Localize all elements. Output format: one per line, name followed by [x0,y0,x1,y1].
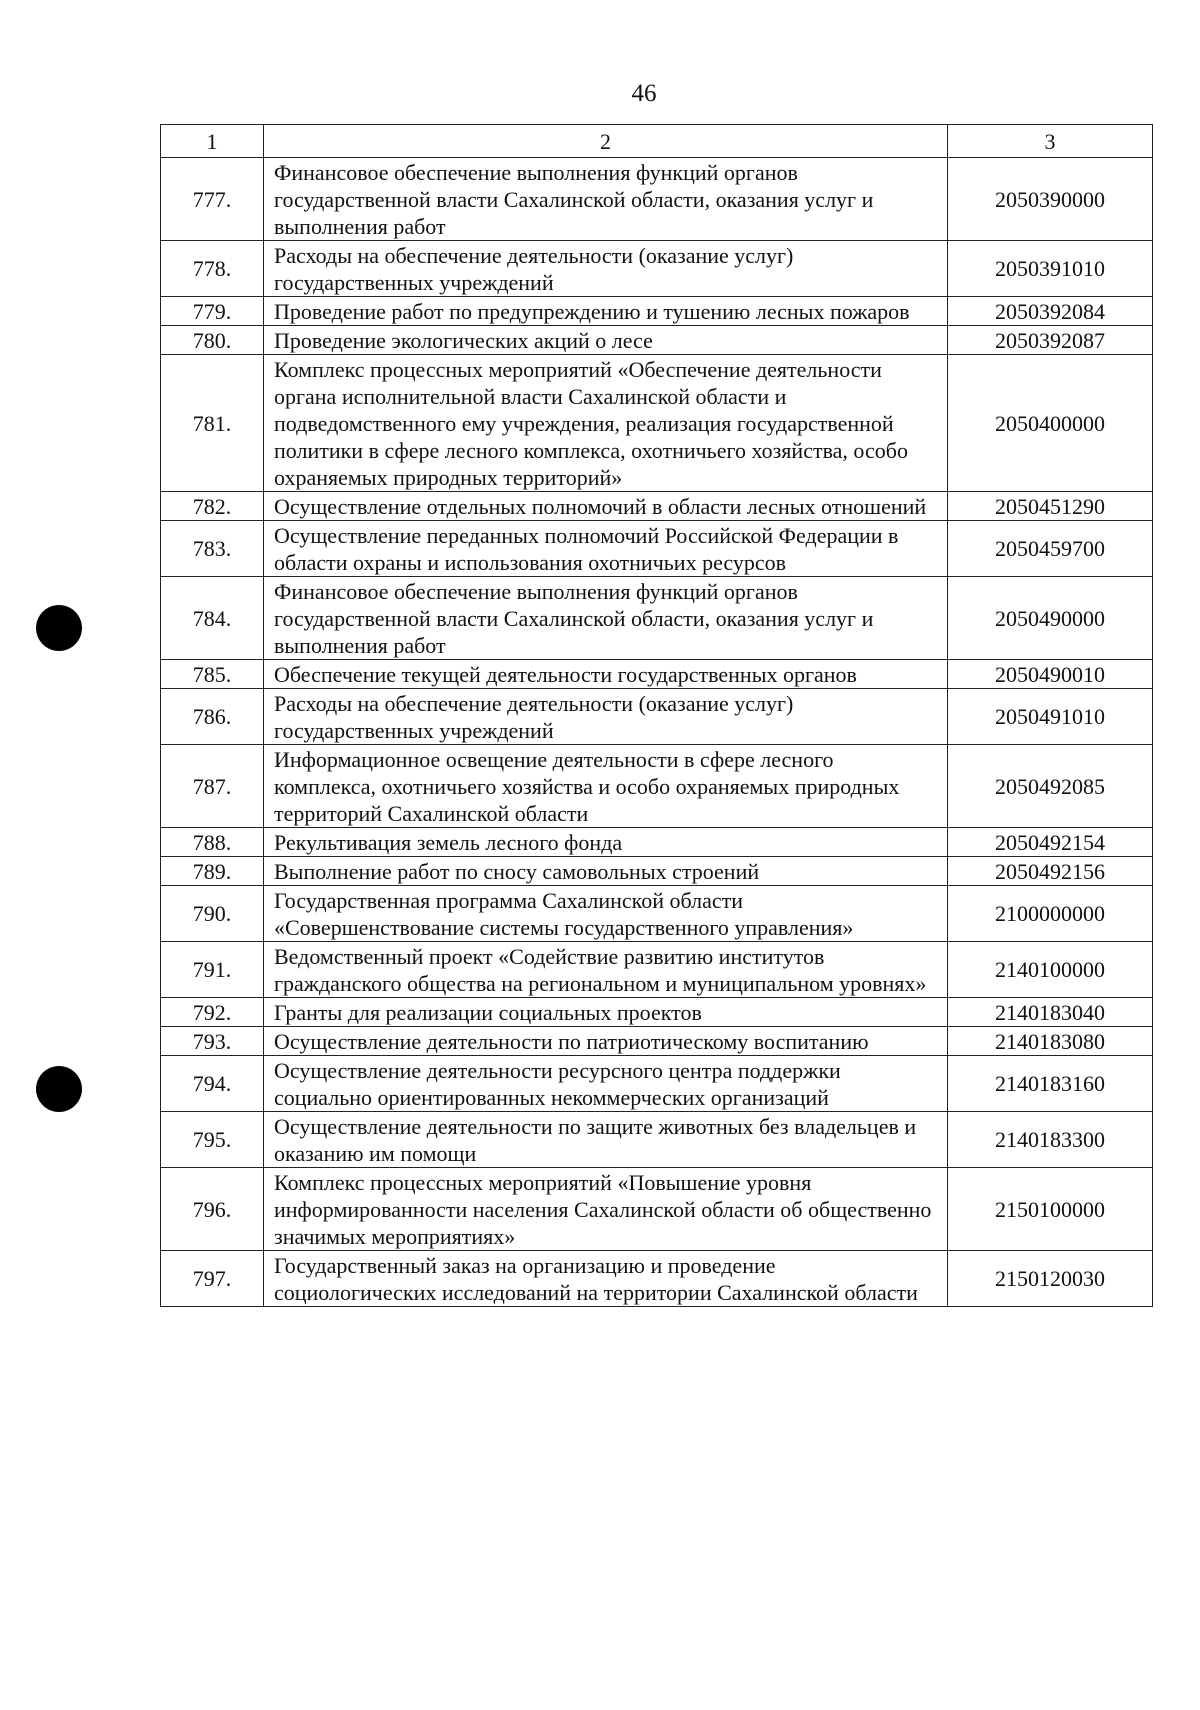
row-code: 2050490010 [948,660,1153,689]
table-row [161,1056,1153,1112]
row-code: 2150100000 [948,1168,1153,1251]
row-name: Расходы на обеспечение деятельности (оказание услуг) государственных учреждений [264,689,948,745]
punch-hole [36,605,82,651]
row-number: 794. [161,1056,264,1112]
table-row [161,660,1153,689]
row-name: Финансовое обеспечение выполнения функций органов государственной власти Сахалинской области, оказания услуг и выполнения работ [264,577,948,660]
row-code: 2140183160 [948,1056,1153,1112]
row-code: 2050392087 [948,326,1153,355]
row-code: 2050459700 [948,521,1153,577]
budget-classification-table [160,124,1153,1307]
row-name: Осуществление отдельных полномочий в области лесных отношений [264,492,948,521]
row-name: Государственная программа Сахалинской области «Совершенствование системы государственного управления» [264,886,948,942]
row-name: Комплекс процессных мероприятий «Обеспечение деятельности органа исполнительной власти Сахалинской области и подведомственного ему учреждения, реализация государственной политики в сфере лесного комплекса, охотничьего хозяйства, особо охраняемых природных территорий» [264,355,948,492]
row-code: 2050492156 [948,857,1153,886]
row-number: 778. [161,241,264,297]
table-row [161,355,1153,492]
row-name: Осуществление переданных полномочий Российской Федерации в области охраны и использования охотничьих ресурсов [264,521,948,577]
row-name: Ведомственный проект «Содействие развитию институтов гражданского общества на региональном и муниципальном уровнях» [264,942,948,998]
row-code: 2140183080 [948,1027,1153,1056]
row-number: 792. [161,998,264,1027]
row-code: 2050492154 [948,828,1153,857]
row-code: 2050391010 [948,241,1153,297]
row-number: 781. [161,355,264,492]
row-number: 795. [161,1112,264,1168]
row-number: 796. [161,1168,264,1251]
column-header-3: 3 [948,125,1153,158]
row-name: Комплекс процессных мероприятий «Повышение уровня информированности населения Сахалинской области об общественно значимых мероприятиях» [264,1168,948,1251]
row-name: Выполнение работ по сносу самовольных строений [264,857,948,886]
table-header-row [161,125,1153,158]
row-number: 791. [161,942,264,998]
table-row [161,1112,1153,1168]
table-row [161,326,1153,355]
row-name: Информационное освещение деятельности в сфере лесного комплекса, охотничьего хозяйства и особо охраняемых природных территорий Сахалинской области [264,745,948,828]
row-number: 788. [161,828,264,857]
table-row [161,158,1153,241]
row-code: 2050390000 [948,158,1153,241]
row-number: 784. [161,577,264,660]
row-code: 2150120030 [948,1251,1153,1307]
punch-hole [36,1066,82,1112]
row-number: 790. [161,886,264,942]
row-code: 2050490000 [948,577,1153,660]
row-number: 783. [161,521,264,577]
row-number: 793. [161,1027,264,1056]
row-code: 2050400000 [948,355,1153,492]
row-name: Финансовое обеспечение выполнения функций органов государственной власти Сахалинской области, оказания услуг и выполнения работ [264,158,948,241]
table-row [161,492,1153,521]
row-name: Гранты для реализации социальных проектов [264,998,948,1027]
table-row [161,942,1153,998]
row-name: Обеспечение текущей деятельности государственных органов [264,660,948,689]
table-row [161,297,1153,326]
table-row [161,886,1153,942]
table-body [161,158,1153,1307]
table-row [161,1251,1153,1307]
table-row [161,241,1153,297]
table-row [161,689,1153,745]
row-number: 777. [161,158,264,241]
row-name: Государственный заказ на организацию и проведение социологических исследований на территории Сахалинской области [264,1251,948,1307]
column-header-2: 2 [264,125,948,158]
row-number: 782. [161,492,264,521]
row-code: 2140183300 [948,1112,1153,1168]
row-number: 787. [161,745,264,828]
row-number: 789. [161,857,264,886]
row-code: 2050492085 [948,745,1153,828]
row-number: 785. [161,660,264,689]
row-code: 2050392084 [948,297,1153,326]
table-row [161,577,1153,660]
row-number: 780. [161,326,264,355]
row-name: Осуществление деятельности ресурсного центра поддержки социально ориентированных некоммерческих организаций [264,1056,948,1112]
row-name: Осуществление деятельности по патриотическому воспитанию [264,1027,948,1056]
table-row [161,521,1153,577]
row-code: 2050451290 [948,492,1153,521]
table-row [161,998,1153,1027]
row-number: 786. [161,689,264,745]
row-code: 2140183040 [948,998,1153,1027]
table-row [161,1027,1153,1056]
row-name: Проведение экологических акций о лесе [264,326,948,355]
row-code: 2140100000 [948,942,1153,998]
page-number: 46 [631,80,657,107]
row-name: Рекультивация земель лесного фонда [264,828,948,857]
row-name: Проведение работ по предупреждению и тушению лесных пожаров [264,297,948,326]
column-header-1: 1 [161,125,264,158]
row-code: 2050491010 [948,689,1153,745]
table-row [161,828,1153,857]
table-row [161,857,1153,886]
row-name: Расходы на обеспечение деятельности (оказание услуг) государственных учреждений [264,241,948,297]
table-row [161,1168,1153,1251]
table-row [161,745,1153,828]
row-name: Осуществление деятельности по защите животных без владельцев и оказанию им помощи [264,1112,948,1168]
row-number: 779. [161,297,264,326]
row-number: 797. [161,1251,264,1307]
row-code: 2100000000 [948,886,1153,942]
